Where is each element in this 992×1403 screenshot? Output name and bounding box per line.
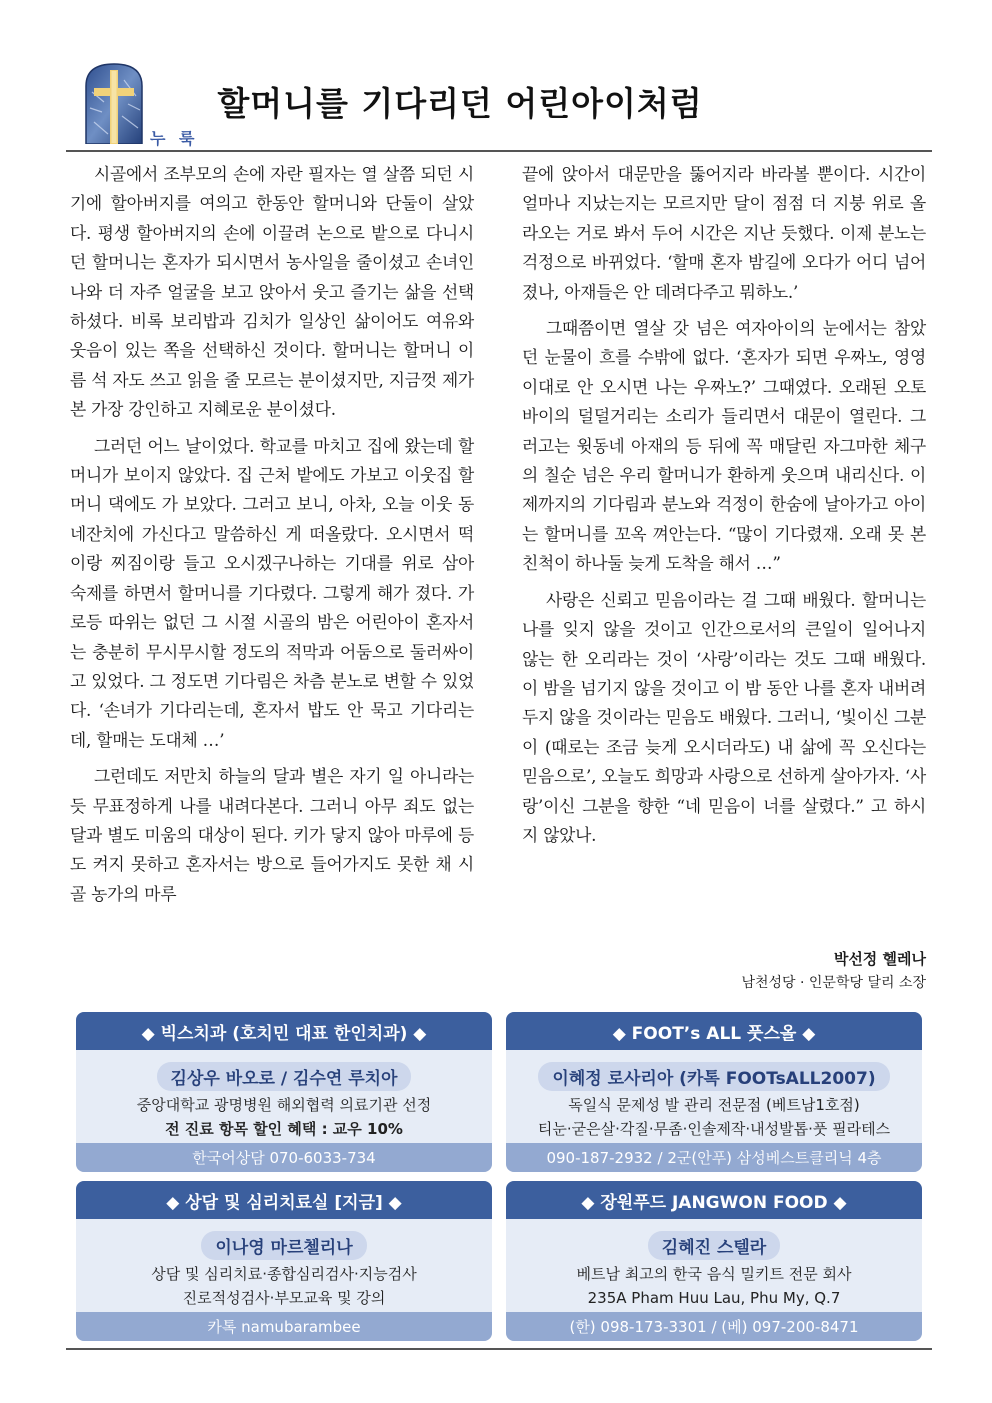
article-left-column <box>70 160 474 916</box>
ad-contact-name: 김혜진 스텔라 <box>648 1231 780 1260</box>
ad-box-footsall <box>506 1012 922 1172</box>
ad-line: 중앙대학교 광명병원 해외협력 의료기관 선정 <box>136 1096 432 1114</box>
article-paragraph: 끝에 앉아서 대문만을 뚫어지라 바라볼 뿐이다. 시간이 얼마나 지났는지는 모르지만 달이 점점 더 지붕 위로 올라오는 거로 봐서 두어 시간은 지난 듯했다. 이제 분노는 걱정으로 바뀌었다. ‘할매 혼자 밤길에 오다가 어디 넘어졌나, 아재들은 안 데려다주고 뭐하노.’ <box>522 164 926 302</box>
ad-contact-name: 김상우 바오로 / 김수연 루치아 <box>157 1062 412 1091</box>
ad-box-dental <box>76 1012 492 1172</box>
ad-contact-name: 이혜정 로사리아 (카톡 FOOTsALL2007) <box>538 1062 889 1091</box>
ad-header: ◆ 상담 및 심리치료실 [지금] ◆ <box>76 1181 492 1219</box>
ad-footer: (한) 098-173-3301 / (베) 097-200-8471 <box>506 1312 922 1341</box>
ad-box-jangwon-food <box>506 1181 922 1341</box>
ad-header: ◆ 빅스치과 (호치민 대표 한인치과) ◆ <box>76 1012 492 1050</box>
bottom-divider <box>66 1348 932 1350</box>
stained-glass-cross-logo <box>84 62 144 144</box>
page-title: 할머니를 기다리던 어린아이처럼 <box>217 84 703 123</box>
ad-line: 티눈·굳은살·각질·무좀·인솔제작·내성발톱·풋 필라테스 <box>537 1120 891 1138</box>
ad-line: 진로적성검사·부모교육 및 강의 <box>182 1289 386 1307</box>
ad-footer: 090-187-2932 / 2군(안푸) 삼성베스트클리닉 4층 <box>506 1143 922 1172</box>
top-divider <box>66 150 932 152</box>
ad-line: 독일식 문제성 발 관리 전문점 (베트남1호점) <box>568 1096 860 1114</box>
article-paragraph: 그러던 어느 날이었다. 학교를 마치고 집에 왔는데 할머니가 보이지 않았다. 집 근처 밭에도 가보고 이웃집 할머니 댁에도 가 보았다. 그러고 보니, 아차, 오늘 이웃 동네잔치에 가신다고 말씀하신 게 떠올랐다. 오시면서 떡이랑 찌짐이랑 들고 오시겠구나하는 기대를 위로 삼아 숙제를 하면서 할머니를 기다렸다. 그렇게 해가 졌다. 가로등 따위는 없던 그 시절 시골의 밤은 어린아이 혼자서는 충분히 무시무시할 정도의 적막과 어둠으로 둘러싸이고 있었다. 그 정도면 기다림은 차츰 분노로 변할 수 있었다. ‘손녀가 기다리는데, 혼자서 밥도 안 묵고 기다리는데, 할매는 도대체 …’ <box>70 435 474 750</box>
article-paragraph: 그런데도 저만치 하늘의 달과 별은 자기 일 아니라는 듯 무표정하게 나를 내려다본다. 그러니 아무 죄도 없는 달과 별도 미움의 대상이 된다. 키가 닿지 않아 마루에 등도 켜지 못하고 혼자서는 방으로 들어가지도 못한 채 시골 농가의 마루 <box>70 766 474 904</box>
author-title: 남천성당 · 인문학당 달리 소장 <box>741 975 926 991</box>
article-paragraph: 시골에서 조부모의 손에 자란 필자는 열 살쯤 되던 시기에 할아버지를 여의고 한동안 할머니와 단둘이 살았다. 평생 할아버지의 손에 이끌려 논으로 밭으로 다니시던 할머니는 혼자가 되시면서 농사일을 줄이셨고 손녀인 나와 더 자주 얼굴을 보고 앉아서 웃고 즐기는 삶을 선택하셨다. 비록 보리밥과 김치가 일상인 삶이어도 여유와 웃음이 있는 쪽을 선택하신 것이다. 할머니는 할머니 이름 석 자도 쓰고 읽을 줄 모르는 분이셨지만, 지금껏 제가 본 가장 강인하고 지혜로운 분이셨다. <box>70 164 474 420</box>
article-right-column <box>522 160 926 857</box>
author-name: 박선정 헬레나 <box>833 950 926 968</box>
ad-line: 235A Pham Huu Lau, Phu My, Q.7 <box>587 1289 841 1307</box>
ad-line: 전 진료 항목 할인 혜택 : 교우 10% <box>165 1120 403 1138</box>
ad-line: 상담 및 심리치료·종합심리검사·지능검사 <box>151 1265 417 1283</box>
ad-line: 베트남 최고의 한국 음식 밀키트 전문 회사 <box>576 1265 852 1283</box>
ad-box-counseling <box>76 1181 492 1341</box>
ad-header: ◆ FOOT’s ALL 풋스올 ◆ <box>506 1012 922 1050</box>
ad-footer: 카톡 namubarambee <box>76 1312 492 1341</box>
article-paragraph: 그때쯤이면 열살 갓 넘은 여자아이의 눈에서는 참았던 눈물이 흐를 수밖에 없다. ‘혼자가 되면 우짜노, 영영 이대로 안 오시면 나는 우짜노?’ 그때였다. 오래된 오토바이의 덜덜거리는 소리가 들리면서 대문이 열린다. 그러고는 윗동네 아재의 등 뒤에 꼭 매달린 자그마한 체구의 칠순 넘은 우리 할머니가 환하게 웃으며 내리신다. 이제까지의 기다림과 분노와 걱정이 한숨에 날아가고 아이는 할머니를 꼬옥 껴안는다. “많이 기다렸재. 오래 못 본 친척이 하나둘 늦게 도착을 해서 …” <box>522 318 926 574</box>
ad-header: ◆ 장원푸드 JANGWON FOOD ◆ <box>506 1181 922 1219</box>
ad-contact-name: 이나영 마르첼리나 <box>201 1231 366 1260</box>
column-label: 누 룩 <box>150 129 199 148</box>
article-paragraph: 사랑은 신뢰고 믿음이라는 걸 그때 배웠다. 할머니는 나를 잊지 않을 것이고 인간으로서의 큰일이 일어나지 않는 한 오리라는 것이 ‘사랑’이라는 것도 그때 배웠다. 이 밤을 넘기지 않을 것이고 이 밤 동안 나를 혼자 내버려두지 않을 것이라는 믿음도 배웠다. 그러니, ‘빛이신 그분이 (때로는 조금 늦게 오시더라도) 내 삶에 꼭 오신다는 믿음으로’, 오늘도 희망과 사랑으로 선하게 살아가자. ‘사랑’이신 그분을 향한 “네 믿음이 너를 살렸다.” 고 하시지 않았나. <box>522 589 926 845</box>
ad-footer: 한국어상담 070-6033-734 <box>76 1143 492 1172</box>
